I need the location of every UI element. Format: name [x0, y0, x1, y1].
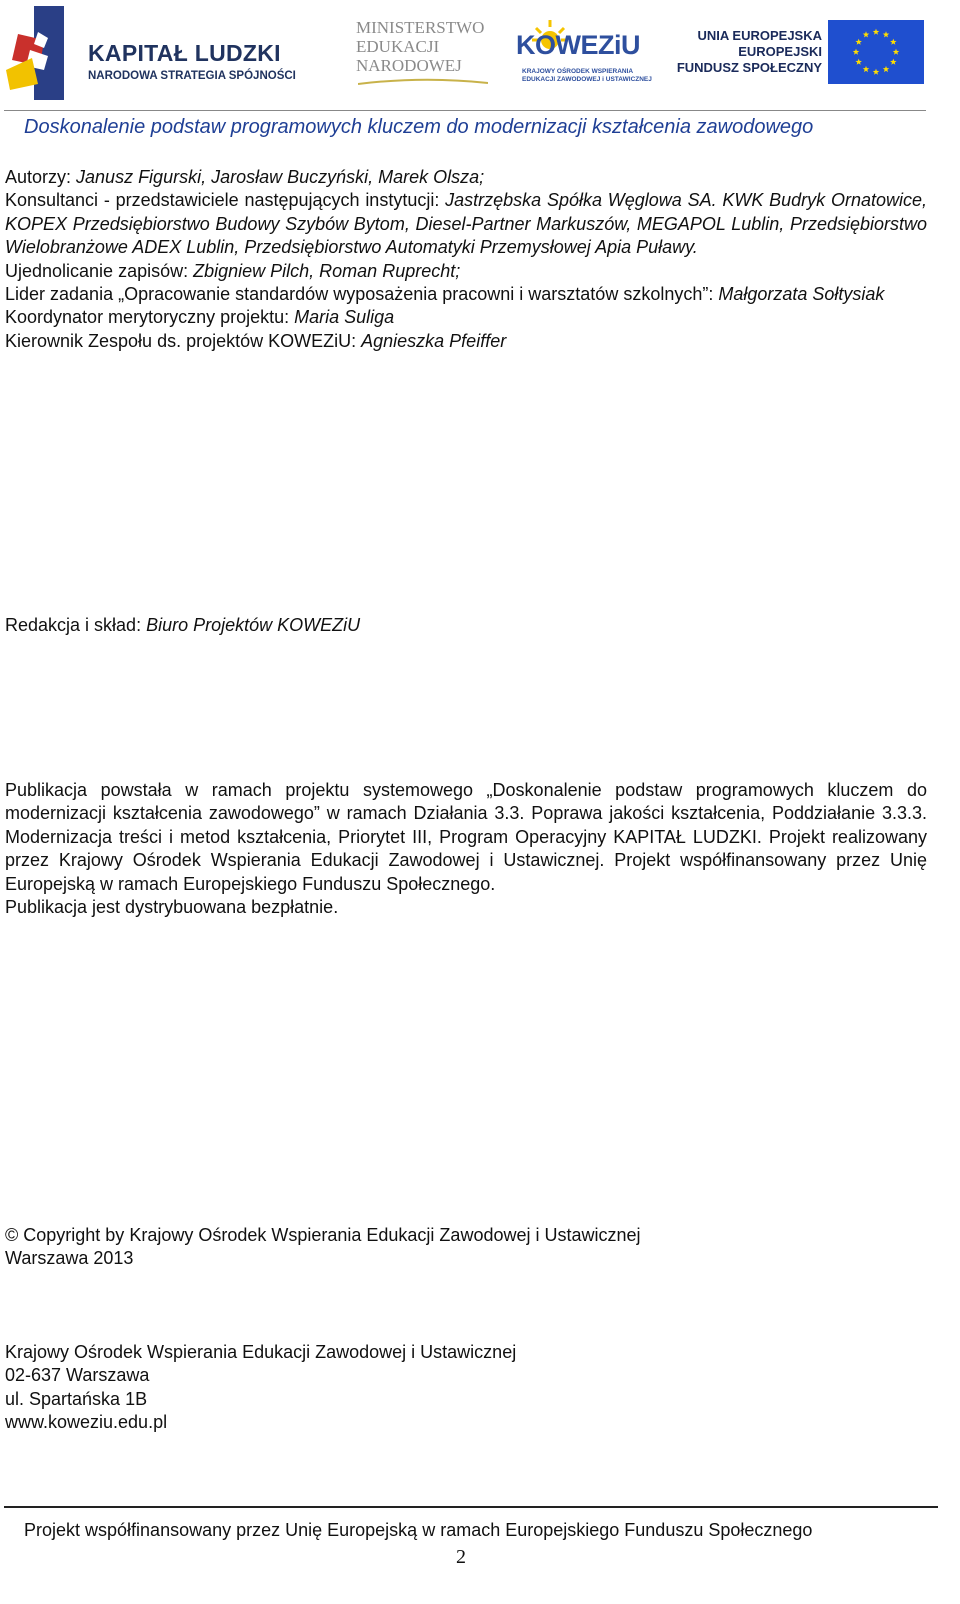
unia-europejska-logo [676, 20, 934, 90]
koweziu-name: KOWEZiU [516, 30, 640, 60]
koweziu-subtitle-line2: EDUKACJI ZAWODOWEJ i USTAWICZNEJ [522, 76, 652, 83]
address-street: ul. Spartańska 1B [5, 1388, 148, 1409]
unia-line3: FUNDUSZ SPOŁECZNY [676, 60, 822, 75]
unia-line1: UNIA EUROPEJSKA [697, 28, 822, 43]
leader-label: Lider zadania „Opracowanie standardów wyposażenia pracowni i warsztatów szkolnych”: [5, 284, 719, 305]
kapital-ludzki-subtitle: NARODOWA STRATEGIA SPÓJNOŚCI [88, 70, 296, 82]
unia-line2: EUROPEJSKI [738, 44, 822, 59]
manager-label: Kierownik Zespołu ds. projektów KOWEZiU: [5, 330, 362, 351]
ministerstwo-line2: EDUKACJI [356, 37, 440, 56]
editorial-line [5, 614, 927, 637]
address-name: Krajowy Ośrodek Wspierania Edukacji Zawodowej i Ustawicznej [5, 1342, 517, 1362]
authors-line [5, 166, 927, 189]
publication-paragraph: Publikacja powstała w ramach projektu systemowego „Doskonalenie podstaw programowych kluczem do modernizacji kształcenia zawodowego” w ramach Działania 3.3. Poprawa jakości kształcenia, Poddziałanie 3.3.3. Modernizacja treści i metod kształcenia, Priorytet III, Program Operacyjny KAPITAŁ LUDZKI. Projekt realizowany przez Krajowy Ośrodek Wspierania Edukacji Zawodowej i Ustawicznej. Projekt współfinansowany przez Unię Europejską w ramach Europejskiego Funduszu Społecznego. [5, 780, 927, 894]
footer-divider [4, 1506, 938, 1508]
publication-section [5, 779, 927, 919]
header-divider [4, 110, 926, 111]
kapital-ludzki-logo-icon [4, 4, 70, 102]
kapital-ludzki-logo [4, 4, 304, 104]
unia-europejska-text [677, 28, 822, 76]
editorial-section [5, 614, 927, 637]
unification-line [5, 260, 927, 283]
document-title: Doskonalenie podstaw programowych kluczem do modernizacji kształcenia zawodowego [24, 116, 814, 138]
unification-value: Zbigniew Pilch, Roman Ruprecht; [193, 260, 461, 281]
page-number: 2 [456, 1546, 466, 1568]
authors-value: Janusz Figurski, Jarosław Buczyński, Marek Olsza; [76, 167, 485, 187]
consultants-label: Konsultanci - przedstawiciele następujących instytucji: [5, 190, 446, 211]
publication-free: Publikacja jest dystrybuowana bezpłatnie. [5, 897, 339, 918]
coordinator-value: Maria Suliga [294, 307, 395, 328]
leader-value: Małgorzata Sołtysiak [718, 284, 885, 305]
footer-text: Projekt współfinansowany przez Unię Europejską w ramach Europejskiego Funduszu Społecznego [24, 1520, 813, 1540]
koweziu-subtitle [522, 68, 652, 84]
ministerstwo-logo [356, 18, 496, 88]
manager-line [5, 330, 927, 353]
ministerstwo-swoosh-icon [358, 78, 488, 86]
header-logos [0, 0, 960, 112]
ministerstwo-line3: NARODOWEJ [356, 56, 462, 75]
address-section [5, 1341, 927, 1435]
koweziu-subtitle-line1: KRAJOWY OŚRODEK WSPIERANIA [522, 68, 634, 75]
kapital-ludzki-name: KAPITAŁ LUDZKI [88, 40, 281, 66]
leader-line [5, 283, 927, 306]
coordinator-label: Koordynator merytoryczny projektu: [5, 307, 295, 328]
ministerstwo-line1: MINISTERSTWO [356, 18, 485, 37]
authors-label: Autorzy: [5, 167, 77, 187]
credits-section [5, 166, 927, 353]
copyright-line2: Warszawa 2013 [5, 1248, 134, 1269]
address-website[interactable]: www.koweziu.edu.pl [5, 1412, 168, 1433]
consultants-line [5, 189, 927, 259]
address-postal: 02-637 Warszawa [5, 1365, 150, 1386]
manager-value: Agnieszka Pfeiffer [361, 330, 507, 351]
coordinator-line [5, 306, 927, 329]
editorial-value: Biuro Projektów KOWEZiU [146, 615, 361, 635]
consultants-value: Jastrzębska Spółka Węglowa SA. KWK Budryk Ornatowice, KOPEX Przedsiębiorstwo Budowy Szybów Bytom, Diesel-Partner Markuszów, MEGAPOL Lublin, Przedsiębiorstwo Wielobranżowe ADEX Lublin, Przedsiębiorstwo Automatyki Przemysłowej Apia Puławy. [5, 190, 927, 258]
copyright-line1: © Copyright by Krajowy Ośrodek Wspierania Edukacji Zawodowej i Ustawicznej [5, 1225, 641, 1245]
koweziu-logo [512, 18, 652, 88]
eu-flag-icon [828, 20, 924, 84]
editorial-label: Redakcja i skład: [5, 615, 147, 635]
unification-label: Ujednolicanie zapisów: [5, 260, 194, 281]
copyright-section [5, 1224, 927, 1271]
